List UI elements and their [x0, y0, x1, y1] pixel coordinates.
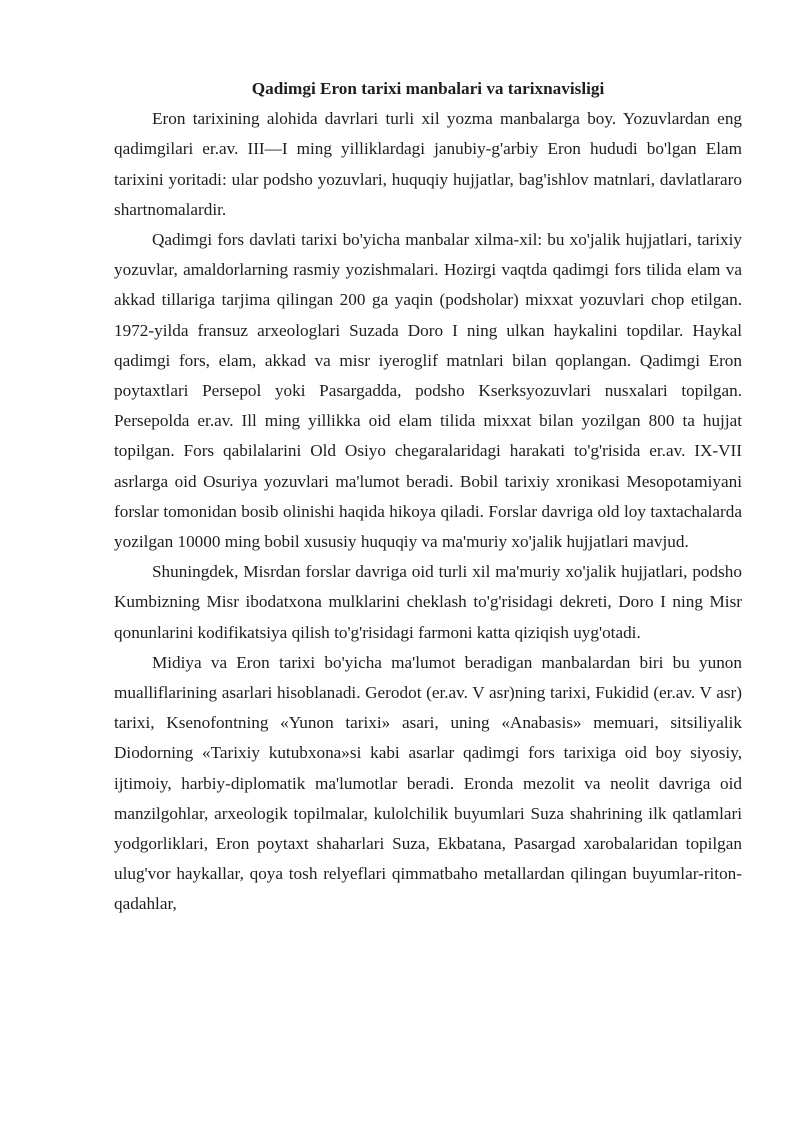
paragraph: Shuningdek, Misrdan forslar davriga oid turli xil ma'muriy xo'jalik hujjatlari, podsho Kumbizning Misr ibodatxona mulklarini cheklash to'g'risidagi dekreti, Doro I ning Misr qonunlarini kodifikatsiya qilish to'g'risidagi farmoni katta qiziqish uyg'otadi.: [114, 562, 742, 642]
paragraph: Midiya va Eron tarixi bo'yicha ma'lumot beradigan manbalardan biri bu yunon mualliflarining asarlari hisoblanadi. Gerodot (er.av. V asr)ning tarixi, Fukidid (er.av. V asr) tarixi, Ksenofontning «Yunon tarixi» asari, uning «Anabasis» memuari, sitsiliyalik Diodorning «Tarixiy kutubxona»si kabi asarlar qadimgi fors tarixiga oid boy siyosiy, ijtimoiy, harbiy-diplomatik ma'lumotlar beradi. Eronda mezolit va neolit davriga oid manzilgohlar, arxeologik topilmalar, kulolchilik buyumlari Suza shahrining ilk qatlamlari yodgorliklari, Eron poytaxt shaharlari Suza, Ekbatana, Pasargad xarobalaridan topilgan ulug'vor haykallar, qoya tosh relyeflari qimmatbaho metallardan qilingan buyumlar-riton-qadahlar,: [114, 652, 742, 914]
paragraph: Eron tarixining alohida davrlari turli xil yozma manbalarga boy. Yozuvlardan eng qadimgilari er.av. III—I ming yilliklardagi janubiy-g'arbiy Eron hududi bo'lgan Elam tarixini yoritadi: ular podsho yozuvlari, huquqiy hujjatlar, bag'ishlov matnlari, davlatlararo shartnomalardir.: [114, 109, 742, 219]
paragraph: Qadimgi fors davlati tarixi bo'yicha manbalar xilma-xil: bu xo'jalik hujjatlari, tarixiy yozuvlar, amaldorlarning rasmiy yozishmalari. Hozirgi vaqtda qadimgi fors tilida elam va akkad tillariga tarjima qilingan 200 ga yaqin (podsholar) mixxat yozuvlari chop etilgan. 1972-yilda fransuz arxeologlari Suzada Doro I ning ulkan haykalini topdilar. Haykal qadimgi fors, elam, akkad va misr iyeroglif matnlari bilan qoplangan. Qadimgi Eron poytaxtlari Persepol yoki Pasargadda, podsho Kserksyozuvlari nusxalari topilgan. Persepolda er.av. Ill ming yillikka oid elam tilida mixxat bilan yozilgan 800 ta hujjat topilgan. Fors qabilalarini Old Osiyo chegaralaridagi harakati to'g'risida er.av. IX-VII asrlarga oid Osuriya yozuvlari ma'lumot beradi. Bobil tarixiy xronikasi Mesopotamiyani forslar tomonidan bosib olinishi haqida hikoya qiladi. Forslar davriga old loy taxtachalarda yozilgan 10000 ming bobil xususiy huquqiy va ma'muriy xo'jalik hujjatlari mavjud.: [114, 230, 742, 552]
document-body: [114, 74, 742, 920]
document-title: Qadimgi Eron tarixi manbalari va tarixnavisligi: [251, 79, 605, 98]
